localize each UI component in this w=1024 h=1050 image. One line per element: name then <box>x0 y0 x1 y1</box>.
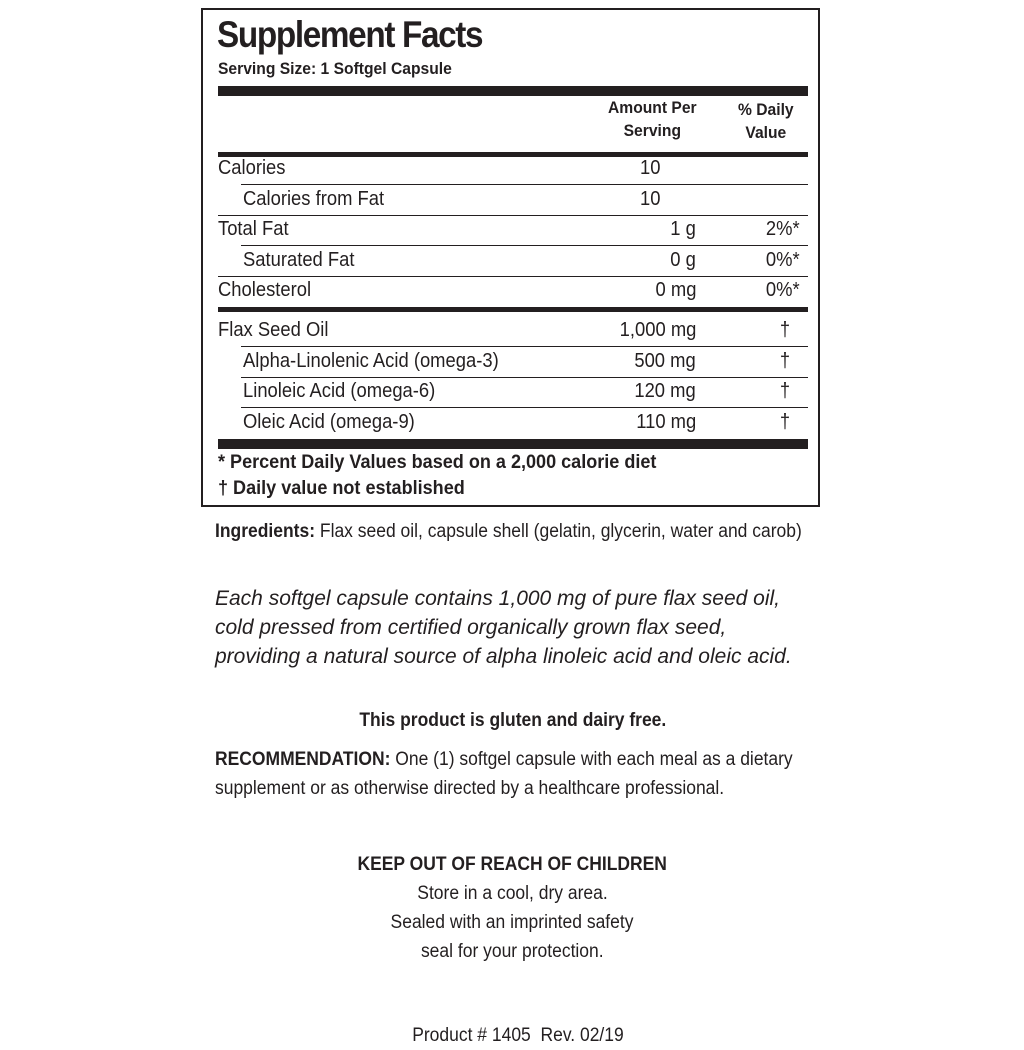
nutrient-name: Alpha-Linolenic Acid (omega-3) <box>243 350 499 372</box>
panel-title: Supplement Facts <box>217 14 483 55</box>
seal-line-1 <box>201 908 824 937</box>
footnote-dagger: † Daily value not established <box>218 478 465 499</box>
divider-thick <box>218 86 808 96</box>
column-header-amount-line2: Serving <box>623 121 681 140</box>
nutrient-daily-value: 2%* <box>766 218 800 240</box>
dagger-symbol: † <box>779 411 790 433</box>
nutrient-amount: 0 g <box>670 249 696 271</box>
footnote-percent-daily-value: * Percent Daily Values based on a 2,000 calorie diet <box>218 452 657 473</box>
table-row <box>218 246 808 274</box>
nutrient-name: Cholesterol <box>218 279 312 301</box>
table-row <box>218 215 808 243</box>
product-number <box>201 992 824 1050</box>
ingredients-label: Ingredients: <box>215 521 316 542</box>
nutrient-name: Flax Seed Oil <box>218 319 329 341</box>
nutrient-amount: 10 <box>640 188 661 210</box>
dagger-symbol: † <box>779 319 790 341</box>
nutrient-amount: 500 mg <box>634 350 696 372</box>
product-number-text: Product # 1405 Rev. 02/19 <box>412 1025 624 1046</box>
nutrient-amount: 0 mg <box>655 279 696 301</box>
table-row <box>218 185 808 213</box>
column-header-dv-line1: % Daily <box>738 100 794 119</box>
warning-heading-text: KEEP OUT OF REACH OF CHILDREN <box>357 854 668 875</box>
nutrient-name: Calories from Fat <box>243 188 385 210</box>
divider-medium <box>218 307 808 312</box>
nutrient-amount: 10 <box>640 157 661 179</box>
seal-line-2 <box>201 937 824 966</box>
nutrient-amount: 1,000 mg <box>619 319 696 341</box>
product-description: Each softgel capsule contains 1,000 mg of pure flax seed oil, cold pressed from certified organically grown flax seed, providing a natural source of alpha linoleic acid and oleic acid. <box>215 587 792 668</box>
ingredients-text: Flax seed oil, capsule shell (gelatin, glycerin, water and carob) <box>315 521 802 542</box>
recommendation-paragraph <box>215 745 813 803</box>
supplement-facts-panel <box>201 8 820 507</box>
column-header-amount <box>608 96 697 142</box>
table-row <box>218 276 808 304</box>
nutrient-name: Linoleic Acid (omega-6) <box>243 380 436 402</box>
serving-size: Serving Size: 1 Softgel Capsule <box>218 59 452 78</box>
table-row <box>218 377 808 405</box>
nutrient-name: Oleic Acid (omega-9) <box>243 411 415 433</box>
dagger-symbol: † <box>779 350 790 372</box>
seal-text-1: Sealed with an imprinted safety <box>391 912 634 933</box>
nutrient-daily-value: 0%* <box>766 249 800 271</box>
nutrient-daily-value: 0%* <box>766 279 800 301</box>
table-row <box>218 408 808 436</box>
seal-text-2: seal for your protection. <box>421 941 604 962</box>
recommendation-label: RECOMMENDATION: <box>215 749 391 770</box>
dagger-symbol: † <box>779 380 790 402</box>
gluten-dairy-free-statement <box>201 706 824 735</box>
divider-thick <box>218 439 808 449</box>
warning-heading <box>201 850 824 879</box>
storage-text: Store in a cool, dry area. <box>417 883 608 904</box>
nutrient-amount: 1 g <box>670 218 696 240</box>
nutrient-amount: 110 mg <box>635 411 696 433</box>
column-header-daily-value <box>738 98 794 144</box>
column-header-dv-line2: Value <box>745 123 787 142</box>
table-row <box>218 154 808 182</box>
recommendation-text: One (1) softgel capsule with each meal as a dietary supplement or as otherwise directed by a healthcare professional. <box>215 749 793 799</box>
ingredients-paragraph <box>215 517 813 546</box>
nutrient-amount: 120 mg <box>634 380 696 402</box>
gluten-dairy-free-text: This product is gluten and dairy free. <box>359 710 666 731</box>
table-row <box>218 347 808 375</box>
table-row <box>218 316 808 344</box>
storage-line <box>201 879 824 908</box>
nutrient-name: Calories <box>218 157 286 179</box>
nutrient-name: Saturated Fat <box>243 249 355 271</box>
column-header-amount-line1: Amount Per <box>608 98 697 117</box>
nutrient-name: Total Fat <box>218 218 289 240</box>
